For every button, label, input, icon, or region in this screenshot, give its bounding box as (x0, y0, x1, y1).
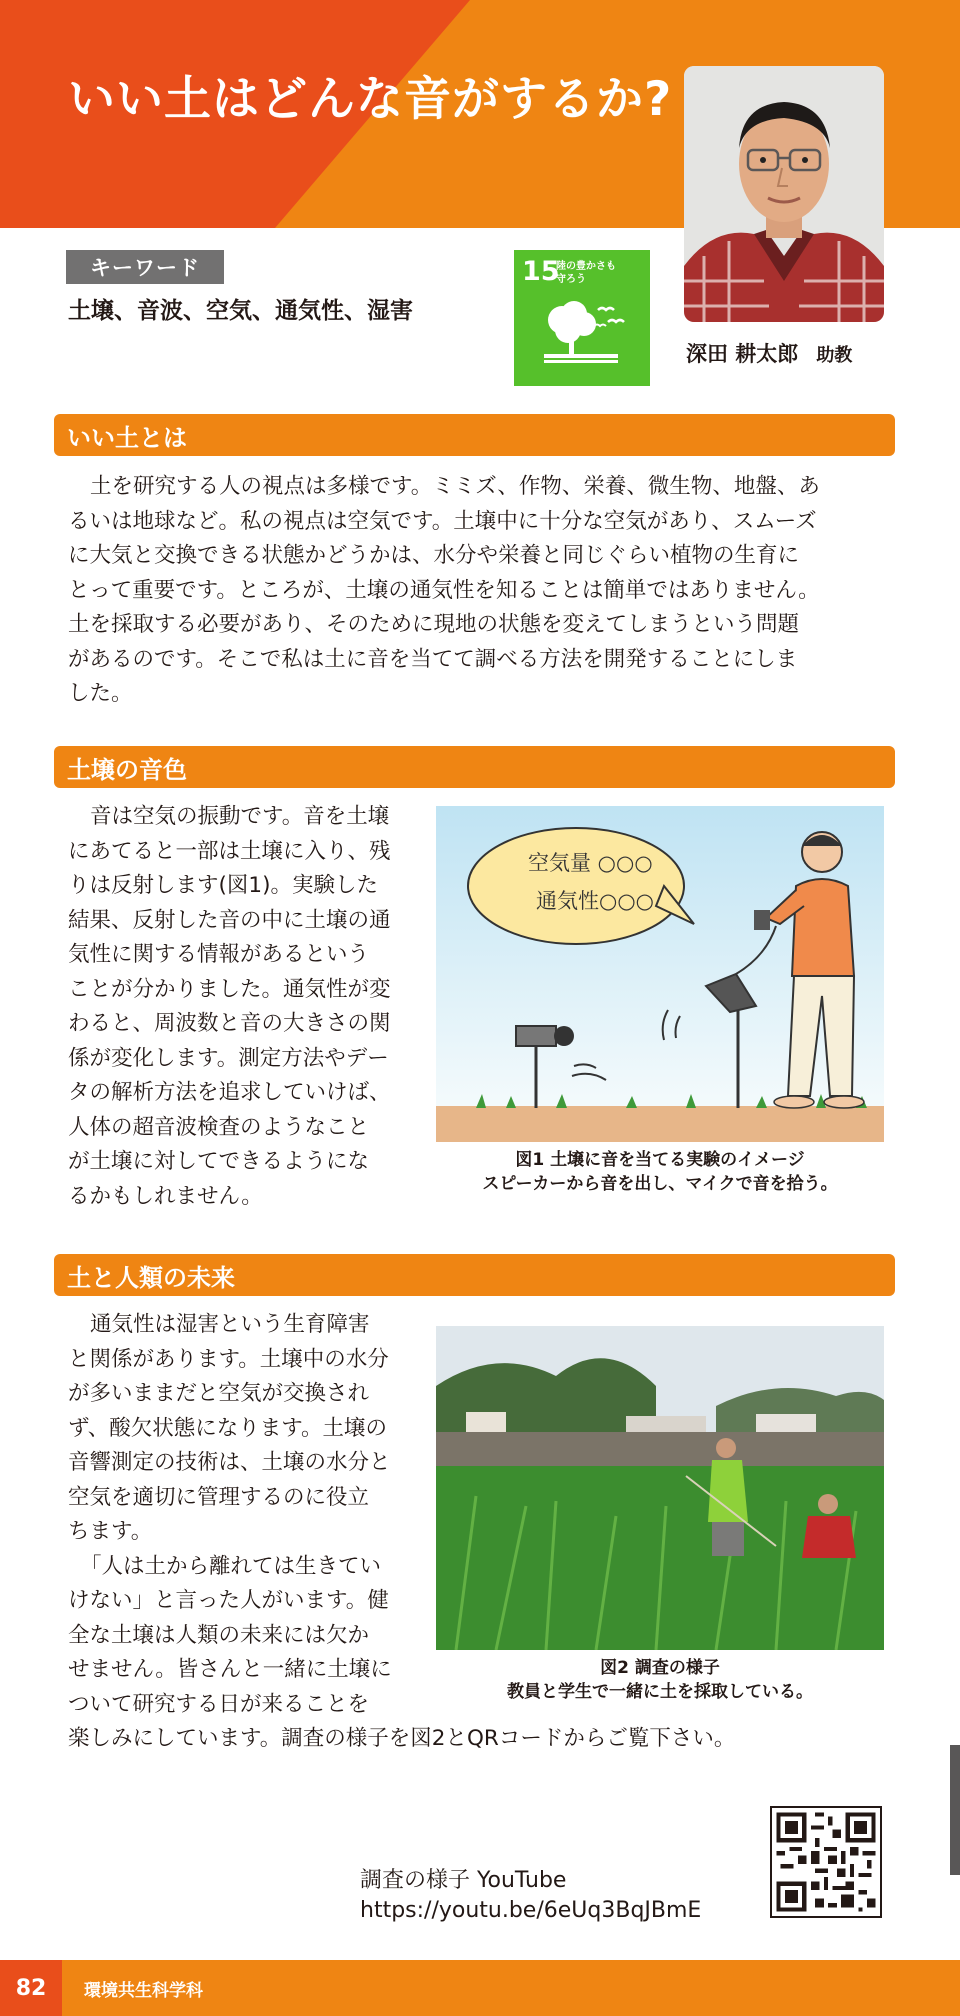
body-line: 全な土壌は人類の未来には欠か (68, 1622, 370, 1648)
bubble-line: 空気量 ○○○ (528, 851, 653, 875)
section-heading: 土と人類の未来 (54, 1254, 895, 1296)
sdg-number: 15 (522, 256, 560, 287)
body-line: るいは地球など。私の視点は空気です。土壌中に十分な空気があり、スムーズ (68, 508, 817, 534)
sdg-label-line: 陸の豊かさも (556, 261, 616, 272)
caption-line: スピーカーから音を出し、マイクで音を拾う。 (482, 1174, 838, 1194)
body-line: わると、周波数と音の大きさの関 (68, 1011, 391, 1036)
body-line: とって重要です。ところが、土壌の通気性を知ることは簡単ではありません。 (68, 577, 820, 603)
body-line: ちます。 (68, 1519, 153, 1544)
youtube-url[interactable]: https://youtu.be/6eUq3BqJBmE (360, 1898, 702, 1923)
body-line: ことが分かりました。通気性が変 (68, 976, 391, 1002)
body-line: 土を研究する人の視点は多様です。ミミズ、作物、栄養、微生物、地盤、あ (90, 474, 820, 499)
body-line: タの解析方法を追求していけば、 (68, 1080, 391, 1105)
body-line: りは反射します(図1)。実験した (68, 873, 378, 898)
author-role: 助教 (816, 345, 853, 366)
tree-icon (514, 250, 650, 386)
caption-line: 図1 土壌に音を当てる実験のイメージ (515, 1150, 805, 1170)
section-1-body (68, 470, 820, 712)
page-title: いい土はどんな音がするか? (68, 72, 673, 127)
author-name (686, 338, 852, 368)
keyword-badge: キーワード (66, 250, 224, 284)
body-line: 通気性は湿害という生育障害 (90, 1312, 370, 1337)
side-tab (950, 1745, 960, 1875)
sdg-15-icon (514, 250, 650, 386)
author-photo (684, 66, 884, 322)
body-line: せません。皆さんと一緒に土壌に (68, 1657, 392, 1682)
caption-line: 図2 調査の様子 (600, 1658, 720, 1678)
body-line: るかもしれません。 (68, 1183, 263, 1209)
body-line: 係が変化します。測定方法やデー (68, 1045, 389, 1071)
department-name: 環境共生科学科 (84, 1981, 203, 2001)
bubble-line: 通気性○○○ (536, 889, 654, 913)
body-line: 土を採取する必要があり、そのために現地の状態を変えてしまうという問題 (68, 612, 800, 637)
body-line: に大気と交換できる状態かどうかは、水分や栄養と同じぐらい植物の生育に (68, 543, 800, 568)
keyword-list: 土壌、音波、空気、通気性、湿害 (68, 298, 413, 324)
caption-line: 教員と学生で一緒に土を採取している。 (507, 1682, 813, 1702)
body-line: けない」と言った人がいます。健 (68, 1588, 389, 1613)
page-number: 82 (0, 1960, 62, 2016)
body-line: が土壌に対してできるようにな (68, 1149, 370, 1174)
body-line: 人体の超音波検査のようなこと (68, 1114, 370, 1140)
body-line: にあてると一部は土壌に入り、残 (68, 838, 391, 864)
figure-2-photo (436, 1326, 884, 1650)
body-line: 結果、反射した音の中に土壌の通 (68, 907, 391, 933)
sdg-label-line: 守ろう (556, 274, 586, 285)
section-heading: いい土とは (54, 414, 895, 456)
youtube-label: 調査の様子 YouTube (360, 1868, 567, 1893)
body-line: した。 (68, 681, 133, 706)
body-line: があるのです。そこで私は土に音を当てて調べる方法を開発することにしま (68, 646, 798, 672)
body-line: ついて研究する日が来ることを (68, 1691, 370, 1717)
body-line: 音響測定の技術は、土壌の水分と (68, 1450, 391, 1475)
body-line: 気性に関する情報があるという (68, 942, 370, 967)
figure-1-illustration (436, 806, 884, 1142)
body-line: と関係があります。土壌中の水分 (68, 1346, 389, 1372)
body-line: 「人は土から離れては生きてい (80, 1553, 382, 1579)
figure-2-caption (436, 1656, 884, 1704)
body-line: 音は空気の振動です。音を土壌 (90, 804, 390, 829)
body-line: ず、酸欠状態になります。土壌の (68, 1415, 388, 1441)
qr-code[interactable] (770, 1806, 882, 1918)
youtube-link-block (360, 1866, 701, 1926)
body-line: 空気を適切に管理するのに役立 (68, 1484, 370, 1510)
author-name-text: 深田 耕太郎 (686, 342, 799, 366)
section-2-body (68, 800, 391, 1214)
body-line: 楽しみにしています。調査の様子を図2とQRコードからご覧下さい。 (68, 1726, 736, 1751)
section-heading: 土壌の音色 (54, 746, 895, 788)
figure-1-caption (436, 1148, 884, 1196)
body-line: が多いままだと空気が交換され (68, 1381, 370, 1406)
